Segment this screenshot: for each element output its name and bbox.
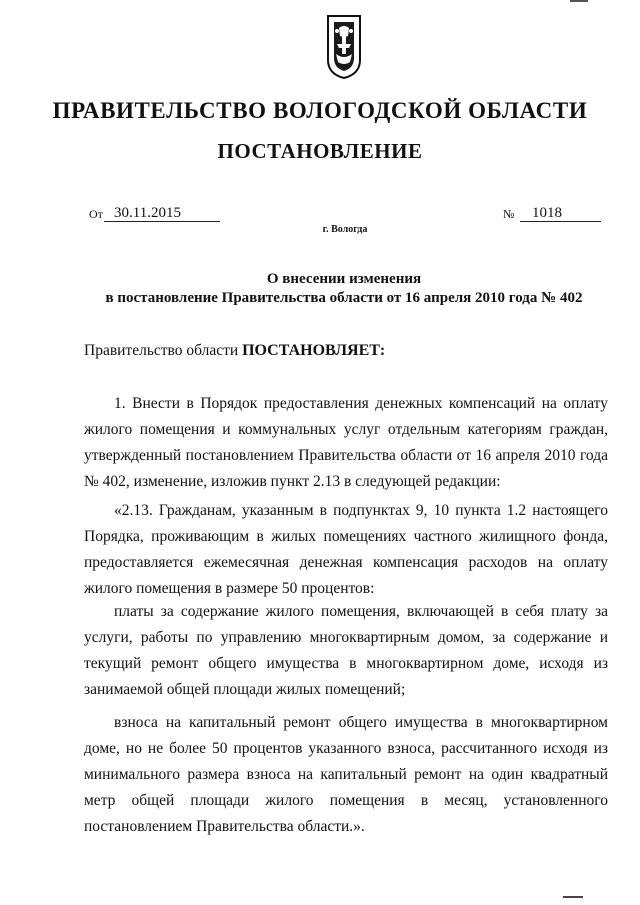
body-paragraph-3: платы за содержание жилого помещения, включающей в себя плату за услуги, работы по управлению многоквартирным домом, за содержание и текущий ремонт общего имущества в многоквартирном доме, исходя из занимаемой общей площади жилых помещений; <box>84 603 608 698</box>
preamble-text: Правительство области <box>84 342 243 359</box>
document-number: 1018 <box>520 205 601 222</box>
date-prefix: От <box>89 207 103 221</box>
vologda-coat-of-arms-icon <box>326 14 362 80</box>
scan-mark <box>570 0 588 2</box>
subject-line-2: в постановление Правительства области от 16 апреля 2010 года № 402 <box>105 290 583 306</box>
body-paragraph-1: 1. Внести в Порядок предоставления денежных компенсаций на оплату жилого помещения и коммунальных услуг отдельным категориям граждан, утвержденный постановлением Правительства области от 16 апреля 2010 года № 402, изменение, изложив пункт 2.13 в следующей редакции: <box>84 395 608 490</box>
government-title: ПРАВИТЕЛЬСТВО ВОЛОГОДСКОЙ ОБЛАСТИ <box>52 98 588 123</box>
body-paragraph-2: «2.13. Гражданам, указанным в подпунктах 9, 10 пункта 1.2 настоящего Порядка, проживающим в жилых помещениях частного жилищного фонда, предоставляется ежемесячная денежная компенсация расходов на оплату жилого помещения в размере 50 процентов: <box>84 502 608 597</box>
city-label: г. Вологда <box>322 224 368 235</box>
number-prefix: № <box>503 207 515 221</box>
preamble <box>84 342 385 360</box>
document-date: 30.11.2015 <box>104 205 220 222</box>
document-type: ПОСТАНОВЛЕНИЕ <box>217 139 423 163</box>
scan-mark <box>563 896 583 898</box>
document-subject <box>0 270 640 308</box>
body-paragraph-4: взноса на капитальный ремонт общего имущества в многоквартирном доме, но не более 50 процентов указанного взноса, рассчитанного исходя из минимального размера взноса на капитальный ремонт на один квадратный метр общей площади жилого помещения в месяц, установленного постановлением Правительства области.». <box>84 714 608 835</box>
subject-line-1: О внесении изменения <box>266 271 422 287</box>
preamble-emphasis: ПОСТАНОВЛЯЕТ: <box>242 342 386 359</box>
